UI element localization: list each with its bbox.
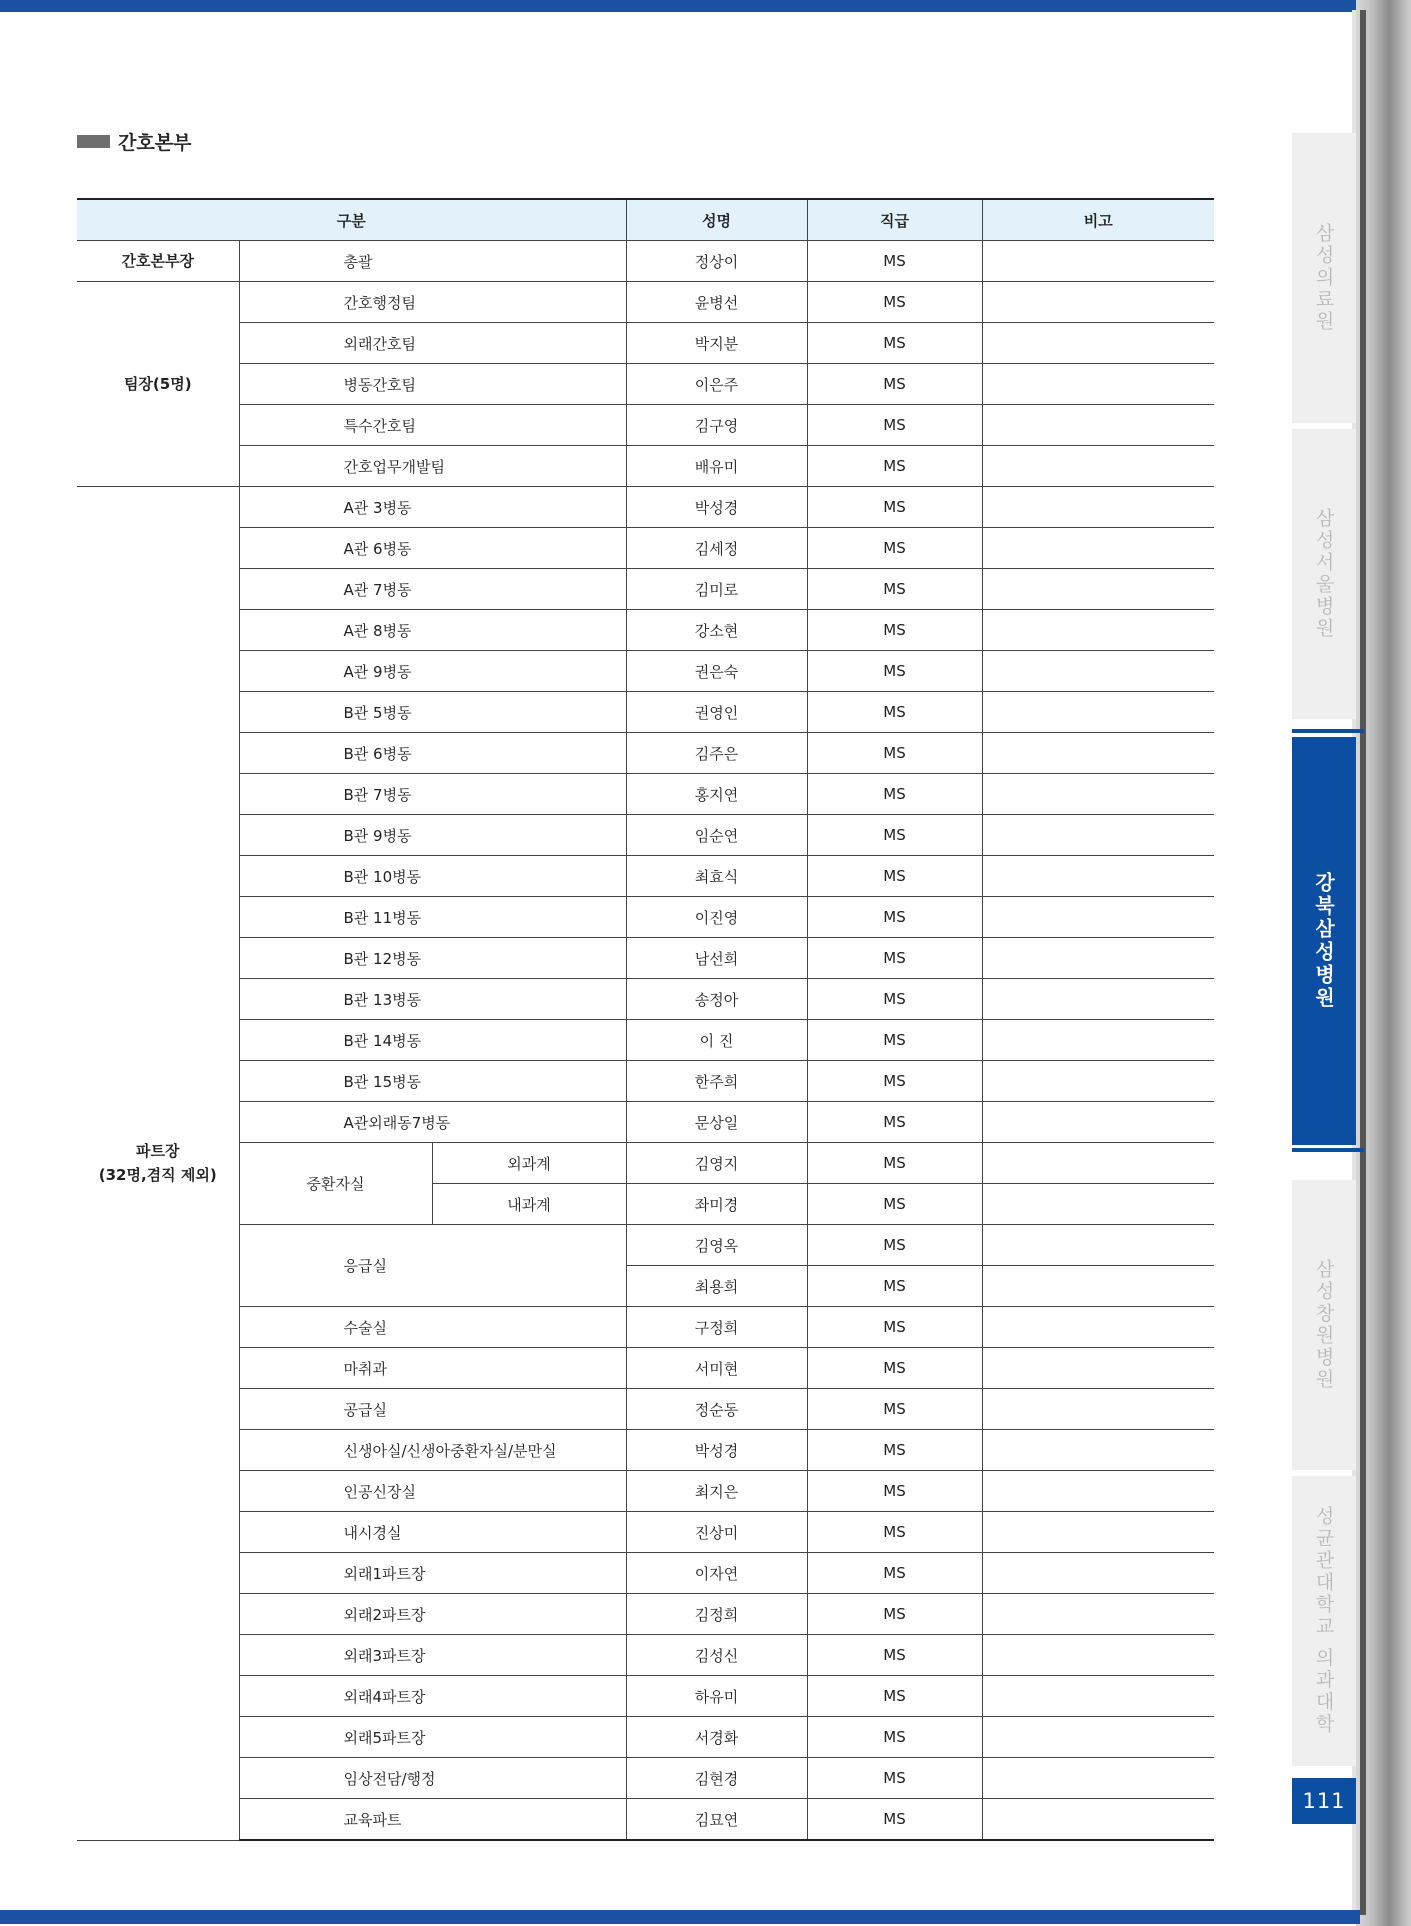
note-cell xyxy=(982,774,1214,815)
division-cell: 교육파트 xyxy=(239,1799,626,1841)
side-tab-kangbuk-samsung[interactable]: 강북삼성병원 xyxy=(1292,737,1356,1145)
name-cell: 구정희 xyxy=(626,1307,807,1348)
page-number: 111 xyxy=(1292,1778,1356,1824)
name-cell: 김성신 xyxy=(626,1635,807,1676)
rank-cell: MS xyxy=(807,1512,982,1553)
rank-cell: MS xyxy=(807,323,982,364)
note-cell xyxy=(982,364,1214,405)
table-row xyxy=(77,487,1214,528)
staff-table xyxy=(77,198,1214,1841)
rank-cell: MS xyxy=(807,1594,982,1635)
rank-cell: MS xyxy=(807,1102,982,1143)
bottom-border-bar xyxy=(0,1910,1360,1924)
name-cell: 하유미 xyxy=(626,1676,807,1717)
name-cell: 홍지연 xyxy=(626,774,807,815)
name-cell: 권영인 xyxy=(626,692,807,733)
header-rank: 직급 xyxy=(807,199,982,241)
rank-cell: MS xyxy=(807,1389,982,1430)
note-cell xyxy=(982,1594,1214,1635)
rank-cell: MS xyxy=(807,364,982,405)
table-row xyxy=(77,1553,1214,1594)
header-name: 성명 xyxy=(626,199,807,241)
division-cell: B관 9병동 xyxy=(239,815,626,856)
table-row xyxy=(77,364,1214,405)
rank-cell: MS xyxy=(807,692,982,733)
note-cell xyxy=(982,897,1214,938)
note-cell xyxy=(982,1307,1214,1348)
icu-division-cell: 중환자실 xyxy=(239,1143,432,1225)
name-cell: 임순연 xyxy=(626,815,807,856)
rank-cell: MS xyxy=(807,1061,982,1102)
group-team-leaders: 팀장(5명) xyxy=(77,282,239,487)
table-row xyxy=(77,1102,1214,1143)
table-row xyxy=(77,241,1214,282)
rank-cell: MS xyxy=(807,856,982,897)
name-cell: 박성경 xyxy=(626,487,807,528)
table-body xyxy=(77,241,1214,1841)
rank-cell: MS xyxy=(807,1266,982,1307)
side-tab-skku-medicine[interactable]: 성균관대학교 의과대학 xyxy=(1292,1476,1356,1766)
note-cell xyxy=(982,1184,1214,1225)
note-cell xyxy=(982,1348,1214,1389)
name-cell: 송정아 xyxy=(626,979,807,1020)
division-cell: B관 13병동 xyxy=(239,979,626,1020)
name-cell: 최용희 xyxy=(626,1266,807,1307)
note-cell xyxy=(982,1471,1214,1512)
rank-cell: MS xyxy=(807,1143,982,1184)
name-cell: 김정희 xyxy=(626,1594,807,1635)
table-row xyxy=(77,1061,1214,1102)
table-row xyxy=(77,1594,1214,1635)
name-cell: 문상일 xyxy=(626,1102,807,1143)
division-cell: A관외래동7병동 xyxy=(239,1102,626,1143)
division-cell: 병동간호팀 xyxy=(239,364,626,405)
table-header-row xyxy=(77,199,1214,241)
division-cell: A관 6병동 xyxy=(239,528,626,569)
section-heading xyxy=(77,128,191,155)
group-director: 간호본부장 xyxy=(77,241,239,282)
note-cell xyxy=(982,446,1214,487)
rank-cell: MS xyxy=(807,774,982,815)
name-cell: 좌미경 xyxy=(626,1184,807,1225)
division-cell: B관 15병동 xyxy=(239,1061,626,1102)
group-part-title: 파트장 xyxy=(136,1142,180,1161)
book-spine-edge xyxy=(1360,10,1366,1915)
rank-cell: MS xyxy=(807,1020,982,1061)
table-row xyxy=(77,1348,1214,1389)
table-row xyxy=(77,405,1214,446)
rank-cell: MS xyxy=(807,1758,982,1799)
rank-cell: MS xyxy=(807,1717,982,1758)
rank-cell: MS xyxy=(807,487,982,528)
note-cell xyxy=(982,405,1214,446)
note-cell xyxy=(982,282,1214,323)
heading-marker-icon xyxy=(77,135,110,148)
note-cell xyxy=(982,1225,1214,1266)
rank-cell: MS xyxy=(807,446,982,487)
name-cell: 김구영 xyxy=(626,405,807,446)
table-row xyxy=(77,856,1214,897)
note-cell xyxy=(982,1676,1214,1717)
table-row xyxy=(77,1307,1214,1348)
rank-cell: MS xyxy=(807,979,982,1020)
icu-sub-cell: 내과계 xyxy=(432,1184,626,1225)
name-cell: 강소현 xyxy=(626,610,807,651)
division-cell: B관 7병동 xyxy=(239,774,626,815)
rank-cell: MS xyxy=(807,1184,982,1225)
side-tab-samsung-changwon[interactable]: 삼성창원병원 xyxy=(1292,1180,1356,1470)
rank-cell: MS xyxy=(807,241,982,282)
table-row xyxy=(77,1676,1214,1717)
rank-cell: MS xyxy=(807,1635,982,1676)
rank-cell: MS xyxy=(807,1553,982,1594)
note-cell xyxy=(982,1553,1214,1594)
table-row xyxy=(77,528,1214,569)
note-cell xyxy=(982,1266,1214,1307)
note-cell xyxy=(982,856,1214,897)
rank-cell: MS xyxy=(807,1430,982,1471)
note-cell xyxy=(982,1102,1214,1143)
division-cell: A관 7병동 xyxy=(239,569,626,610)
note-cell xyxy=(982,1020,1214,1061)
division-cell: 공급실 xyxy=(239,1389,626,1430)
note-cell xyxy=(982,1389,1214,1430)
table-row xyxy=(77,1020,1214,1061)
note-cell xyxy=(982,692,1214,733)
rank-cell: MS xyxy=(807,1799,982,1841)
rank-cell: MS xyxy=(807,938,982,979)
note-cell xyxy=(982,979,1214,1020)
division-cell: 외래4파트장 xyxy=(239,1676,626,1717)
name-cell: 서미현 xyxy=(626,1348,807,1389)
note-cell xyxy=(982,528,1214,569)
table-row xyxy=(77,897,1214,938)
name-cell: 남선희 xyxy=(626,938,807,979)
header-note: 비고 xyxy=(982,199,1214,241)
note-cell xyxy=(982,733,1214,774)
name-cell: 윤병선 xyxy=(626,282,807,323)
note-cell xyxy=(982,1143,1214,1184)
name-cell: 최지은 xyxy=(626,1471,807,1512)
division-cell: 마취과 xyxy=(239,1348,626,1389)
table-row xyxy=(77,1758,1214,1799)
division-cell: 총괄 xyxy=(239,241,626,282)
note-cell xyxy=(982,1758,1214,1799)
note-cell xyxy=(982,1430,1214,1471)
note-cell xyxy=(982,1799,1214,1841)
table-row xyxy=(77,1389,1214,1430)
name-cell: 한주희 xyxy=(626,1061,807,1102)
side-tab-samsung-medical[interactable]: 삼성의료원 xyxy=(1292,133,1356,423)
rank-cell: MS xyxy=(807,651,982,692)
division-cell: 인공신장실 xyxy=(239,1471,626,1512)
name-cell: 김영지 xyxy=(626,1143,807,1184)
group-part-leaders xyxy=(77,487,239,1841)
note-cell xyxy=(982,938,1214,979)
name-cell: 권은숙 xyxy=(626,651,807,692)
header-division: 구분 xyxy=(77,199,626,241)
division-cell: B관 10병동 xyxy=(239,856,626,897)
note-cell xyxy=(982,815,1214,856)
rank-cell: MS xyxy=(807,1471,982,1512)
division-cell: 외래5파트장 xyxy=(239,1717,626,1758)
name-cell: 진상미 xyxy=(626,1512,807,1553)
er-division-cell: 응급실 xyxy=(239,1225,626,1307)
name-cell: 배유미 xyxy=(626,446,807,487)
table-row xyxy=(77,938,1214,979)
icu-sub-cell: 외과계 xyxy=(432,1143,626,1184)
division-cell: B관 5병동 xyxy=(239,692,626,733)
rank-cell: MS xyxy=(807,1307,982,1348)
name-cell: 이진영 xyxy=(626,897,807,938)
division-cell: A관 8병동 xyxy=(239,610,626,651)
table-row xyxy=(77,979,1214,1020)
top-border-bar xyxy=(0,0,1360,12)
name-cell: 김영옥 xyxy=(626,1225,807,1266)
rank-cell: MS xyxy=(807,1676,982,1717)
name-cell: 김묘연 xyxy=(626,1799,807,1841)
division-cell: 임상전담/행정 xyxy=(239,1758,626,1799)
table-row xyxy=(77,446,1214,487)
rank-cell: MS xyxy=(807,815,982,856)
division-cell: 간호업무개발팀 xyxy=(239,446,626,487)
rank-cell: MS xyxy=(807,610,982,651)
name-cell: 김세정 xyxy=(626,528,807,569)
name-cell: 서경화 xyxy=(626,1717,807,1758)
section-title: 간호본부 xyxy=(118,132,192,154)
division-cell: B관 11병동 xyxy=(239,897,626,938)
division-cell: 특수간호팀 xyxy=(239,405,626,446)
note-cell xyxy=(982,1512,1214,1553)
note-cell xyxy=(982,1061,1214,1102)
rank-cell: MS xyxy=(807,405,982,446)
table-row xyxy=(77,1430,1214,1471)
table-row xyxy=(77,282,1214,323)
note-cell xyxy=(982,241,1214,282)
name-cell: 김미로 xyxy=(626,569,807,610)
division-cell: 수술실 xyxy=(239,1307,626,1348)
table-row xyxy=(77,1471,1214,1512)
division-cell: A관 3병동 xyxy=(239,487,626,528)
name-cell: 박지분 xyxy=(626,323,807,364)
note-cell xyxy=(982,1635,1214,1676)
division-cell: 외래간호팀 xyxy=(239,323,626,364)
division-cell: 간호행정팀 xyxy=(239,282,626,323)
tab-divider xyxy=(1292,1148,1364,1152)
name-cell: 김주은 xyxy=(626,733,807,774)
division-cell: 외래3파트장 xyxy=(239,1635,626,1676)
name-cell: 박성경 xyxy=(626,1430,807,1471)
note-cell xyxy=(982,487,1214,528)
table-row xyxy=(77,774,1214,815)
division-cell: 외래2파트장 xyxy=(239,1594,626,1635)
tab-divider xyxy=(1292,729,1364,733)
name-cell: 이은주 xyxy=(626,364,807,405)
division-cell: 신생아실/신생아중환자실/분만실 xyxy=(239,1430,626,1471)
division-cell: A관 9병동 xyxy=(239,651,626,692)
division-cell: 내시경실 xyxy=(239,1512,626,1553)
side-tab-samsung-seoul[interactable]: 삼성서울병원 xyxy=(1292,429,1356,719)
table-row xyxy=(77,1143,1214,1184)
name-cell: 최효식 xyxy=(626,856,807,897)
table-row xyxy=(77,733,1214,774)
table-row xyxy=(77,651,1214,692)
table-row xyxy=(77,1717,1214,1758)
table-row xyxy=(77,815,1214,856)
table-row xyxy=(77,1799,1214,1841)
table-row xyxy=(77,692,1214,733)
rank-cell: MS xyxy=(807,733,982,774)
rank-cell: MS xyxy=(807,569,982,610)
rank-cell: MS xyxy=(807,528,982,569)
note-cell xyxy=(982,1717,1214,1758)
division-cell: 외래1파트장 xyxy=(239,1553,626,1594)
table-row xyxy=(77,1512,1214,1553)
division-cell: B관 6병동 xyxy=(239,733,626,774)
table-row xyxy=(77,610,1214,651)
rank-cell: MS xyxy=(807,1225,982,1266)
name-cell: 이자연 xyxy=(626,1553,807,1594)
name-cell: 김현경 xyxy=(626,1758,807,1799)
rank-cell: MS xyxy=(807,282,982,323)
name-cell: 이 진 xyxy=(626,1020,807,1061)
table-row xyxy=(77,1225,1214,1266)
division-cell: B관 12병동 xyxy=(239,938,626,979)
table-row xyxy=(77,323,1214,364)
table-row xyxy=(77,569,1214,610)
division-cell: B관 14병동 xyxy=(239,1020,626,1061)
note-cell xyxy=(982,323,1214,364)
note-cell xyxy=(982,610,1214,651)
rank-cell: MS xyxy=(807,897,982,938)
name-cell: 정상이 xyxy=(626,241,807,282)
rank-cell: MS xyxy=(807,1348,982,1389)
note-cell xyxy=(982,651,1214,692)
name-cell: 정순동 xyxy=(626,1389,807,1430)
note-cell xyxy=(982,569,1214,610)
group-part-note: (32명,겸직 제외) xyxy=(98,1166,217,1185)
table-row xyxy=(77,1635,1214,1676)
